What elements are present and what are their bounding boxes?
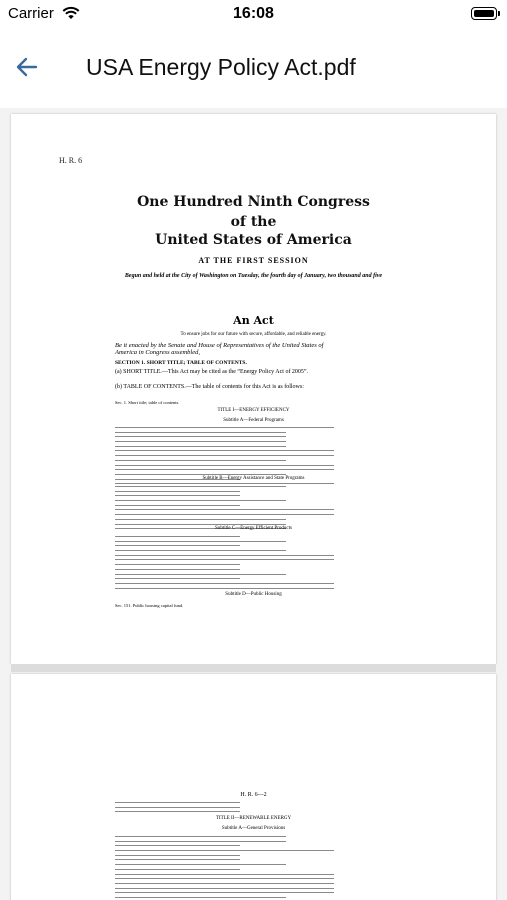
country-line: United States of America <box>155 232 352 248</box>
session-line: AT THE FIRST SESSION <box>198 256 309 265</box>
title-1-heading: TITLE I—ENERGY EFFICIENCY <box>217 408 290 413</box>
subtitle-c-heading: Subtitle C—Energy Efficient Products <box>215 526 292 531</box>
title-2-heading: TITLE II—RENEWABLE ENERGY <box>215 816 292 821</box>
pdf-viewer[interactable] <box>0 108 507 900</box>
bill-number: H. R. 6 <box>59 156 83 165</box>
back-arrow-icon[interactable] <box>14 54 40 80</box>
toc-lines-e <box>115 836 343 900</box>
purpose-line: To ensure jobs for our future with secure, affordable, and reliable energy. <box>180 332 327 337</box>
document-title: USA Energy Policy Act.pdf <box>86 54 356 80</box>
congress-of-line: of the <box>230 214 277 230</box>
toc-last-entry: Sec. 151. Public housing capital fund. <box>115 603 184 608</box>
toc-lines-d <box>115 802 343 816</box>
an-act-heading: An Act <box>233 314 274 327</box>
congress-line: One Hundred Ninth Congress <box>137 194 370 210</box>
status-bar <box>0 0 507 30</box>
subtitle-d-heading: Subtitle D—Public Housing <box>225 592 282 597</box>
short-title-paragraph: (a) SHORT TITLE.—This Act may be cited as the “Energy Policy Act of 2005”. <box>115 369 309 375</box>
toc-paragraph: (b) TABLE OF CONTENTS.—The table of contents for this Act is as follows: <box>115 384 304 390</box>
begun-line: Begun and held at the City of Washington on Tuesday, the fourth day of January, two thousand and five <box>124 273 383 279</box>
toc-lines-c <box>115 536 343 592</box>
carrier-label: Carrier <box>8 5 54 22</box>
battery-icon <box>471 7 497 20</box>
subtitle-a-heading: Subtitle A—Federal Programs <box>223 418 284 423</box>
enacting-clause: Be it enacted by the Senate and House of Representatives of the United States of America in Congress assembled, <box>115 342 324 356</box>
pdf-page-2 <box>11 674 496 900</box>
page-2-subtitle-a: Subtitle A—General Provisions <box>221 826 286 831</box>
subtitle-b-heading: Subtitle B—Energy Assistance and State Programs <box>202 476 305 481</box>
page-2-header: H. R. 6—2 <box>240 792 267 798</box>
page-separator <box>11 664 496 672</box>
toc-first-entry: Sec. 1. Short title; table of contents. <box>115 400 180 405</box>
clock: 16:08 <box>233 5 274 22</box>
pdf-page-1 <box>11 114 496 664</box>
navigation-bar <box>0 38 507 98</box>
section-1-heading: SECTION 1. SHORT TITLE; TABLE OF CONTENTS. <box>115 360 247 366</box>
